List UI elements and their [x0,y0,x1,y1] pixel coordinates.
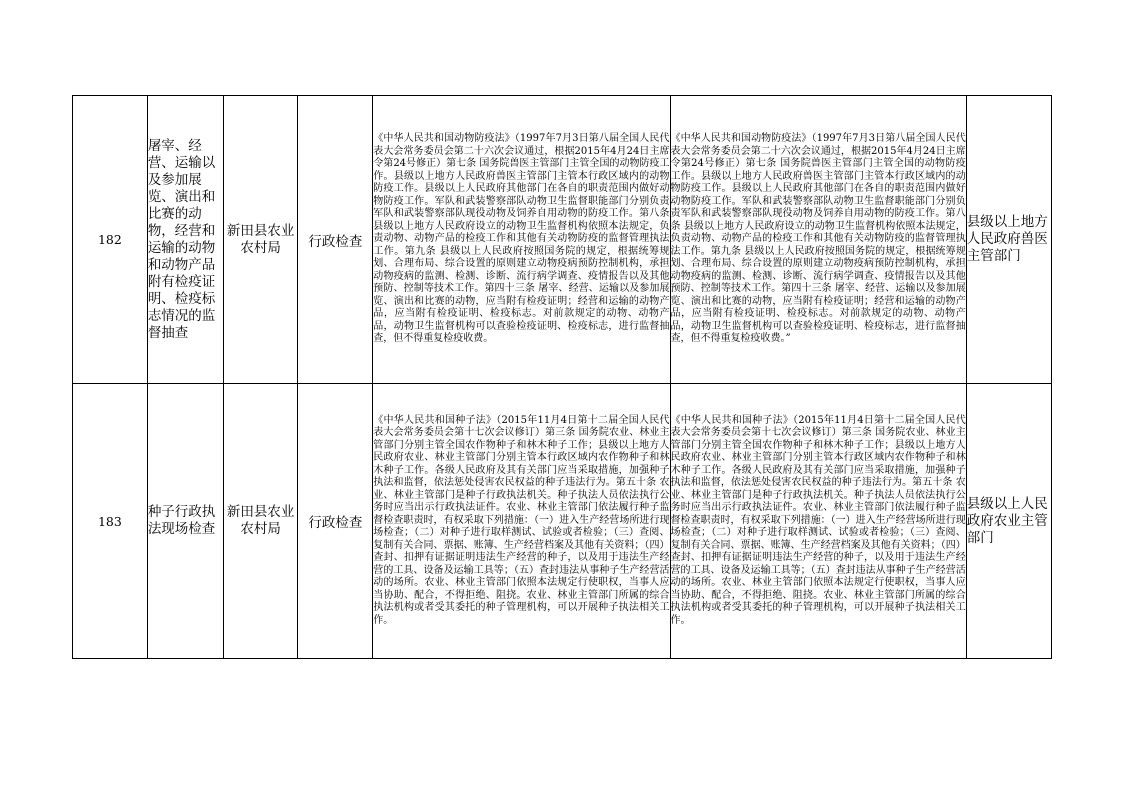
item-name: 屠宰、经营、运输以及参加展览、演出和比赛的动物，经营和运输的动物和动物产品附有检疫证明、检疫标志情况的监督抽查 [147,96,223,384]
row-number: 182 [73,96,148,384]
department: 新田县农业农村局 [223,96,298,384]
table-row [73,384,1052,659]
responsible-subject: 县级以上人民政府农业主管部门 [966,384,1051,659]
legal-basis-detail: 《中华人民共和国种子法》（2015年11月4日第十二届全国人民代表大会常务委员会第十七次会议修订）第三条 国务院农业、林业主管部门分别主管全国农作物种子和林木种子工作；县级以上地方人民政府农业、林业主管部门分别主管本行政区域内农作物种子和林木种子工作。各级人民政府及其有关部门应当采取措施，加强种子执法和监督，依法惩处侵害农民权益的种子违法行为。第五十条 农业、林业主管部门是种子行政执法机关。种子执法人员依法执行公务时应当出示行政执法证件。农业、林业主管部门依法履行种子监督检查职责时，有权采取下列措施：（一）进入生产经营场所进行现场检查；（二）对种子进行取样测试、试验或者检验；（三）查阅、复制有关合同、票据、账簿、生产经营档案及其他有关资料；（四）查封、扣押有证据证明违法生产经营的种子，以及用于违法生产经营的工具、设备及运输工具等；（五）查封违法从事种子生产经营活动的场所。农业、林业主管部门依照本法规定行使职权，当事人应当协助、配合，不得拒绝、阻挠。农业、林业主管部门所属的综合执法机构或者受其委托的种子管理机构，可以开展种子执法相关工作。 [670,384,966,659]
legal-basis-detail: 《中华人民共和国动物防疫法》（1997年7月3日第八届全国人民代表大会常务委员会第二十六次会议通过，根据2015年4月24日主席令第24号修正）第七条 国务院兽医主管部门主管全国的动物防疫工作。县级以上地方人民政府兽医主管部门主管本行政区域内的动物防疫工作。县级以上人民政府其他部门在各自的职责范围内做好动物防疫工作。军队和武装警察部队动物卫生监督职能部门分别负责军队和武装警察部队现役动物及饲养自用动物的防疫工作。第八条 县级以上地方人民政府设立的动物卫生监督机构依照本法规定，负责动物、动物产品的检疫工作和其他有关动物防疫的监督管理执法工作。第九条 县级以上人民政府按照国务院的规定，根据统筹规划、合理布局、综合设置的原则建立动物疫病预防控制机构，承担动物疫病的监测、检测、诊断、流行病学调查、疫情报告以及其他预防、控制等技术工作。第四十三条 屠宰、经营、运输以及参加展览、演出和比赛的动物，应当附有检疫证明；经营和运输的动物产品，应当附有检疫证明、检疫标志。对前款规定的动物、动物产品，动物卫生监督机构可以查验检疫证明、检疫标志，进行监督抽查，但不得重复检疫收费。” [670,96,966,384]
department: 新田县农业农村局 [223,384,298,659]
check-type: 行政检查 [298,384,373,659]
table-row [73,96,1052,384]
check-type: 行政检查 [298,96,373,384]
legal-basis: 《中华人民共和国种子法》（2015年11月4日第十二届全国人民代表大会常务委员会第十七次会议修订）第三条 国务院农业、林业主管部门分别主管全国农作物种子和林木种子工作；县级以上地方人民政府农业、林业主管部门分别主管本行政区域内农作物种子和林木种子工作。各级人民政府及其有关部门应当采取措施，加强种子执法和监督，依法惩处侵害农民权益的种子违法行为。第五十条 农业、林业主管部门是种子行政执法机关。种子执法人员依法执行公务时应当出示行政执法证件。农业、林业主管部门依法履行种子监督检查职责时，有权采取下列措施：（一）进入生产经营场所进行现场检查；（二）对种子进行取样测试、试验或者检验；（三）查阅、复制有关合同、票据、账簿、生产经营档案及其他有关资料；（四）查封、扣押有证据证明违法生产经营的种子，以及用于违法生产经营的工具、设备及运输工具等；（五）查封违法从事种子生产经营活动的场所。农业、林业主管部门依照本法规定行使职权，当事人应当协助、配合，不得拒绝、阻挠。农业、林业主管部门所属的综合执法机构或者受其委托的种子管理机构，可以开展种子执法相关工作。 [373,384,670,659]
item-name: 种子行政执法现场检查 [147,384,223,659]
responsible-subject: 县级以上地方人民政府兽医主管部门 [966,96,1051,384]
legal-basis: 《中华人民共和国动物防疫法》（1997年7月3日第八届全国人民代表大会常务委员会第二十六次会议通过，根据2015年4月24日主席令第24号修正）第七条 国务院兽医主管部门主管全国的动物防疫工作。县级以上地方人民政府兽医主管部门主管本行政区域内的动物防疫工作。县级以上人民政府其他部门在各自的职责范围内做好动物防疫工作。军队和武装警察部队动物卫生监督职能部门分别负责军队和武装警察部队现役动物及饲养自用动物的防疫工作。第八条 县级以上地方人民政府设立的动物卫生监督机构依照本法规定，负责动物、动物产品的检疫工作和其他有关动物防疫的监督管理执法工作。第九条 县级以上人民政府按照国务院的规定，根据统筹规划、合理布局、综合设置的原则建立动物疫病预防控制机构，承担动物疫病的监测、检测、诊断、流行病学调查、疫情报告以及其他预防、控制等技术工作。第四十三条 屠宰、经营、运输以及参加展览、演出和比赛的动物，应当附有检疫证明；经营和运输的动物产品，应当附有检疫证明、检疫标志。对前款规定的动物、动物产品，动物卫生监督机构可以查验检疫证明、检疫标志，进行监督抽查，但不得重复检疫收费。 [373,96,670,384]
row-number: 183 [73,384,148,659]
inspection-items-table [72,95,1052,659]
